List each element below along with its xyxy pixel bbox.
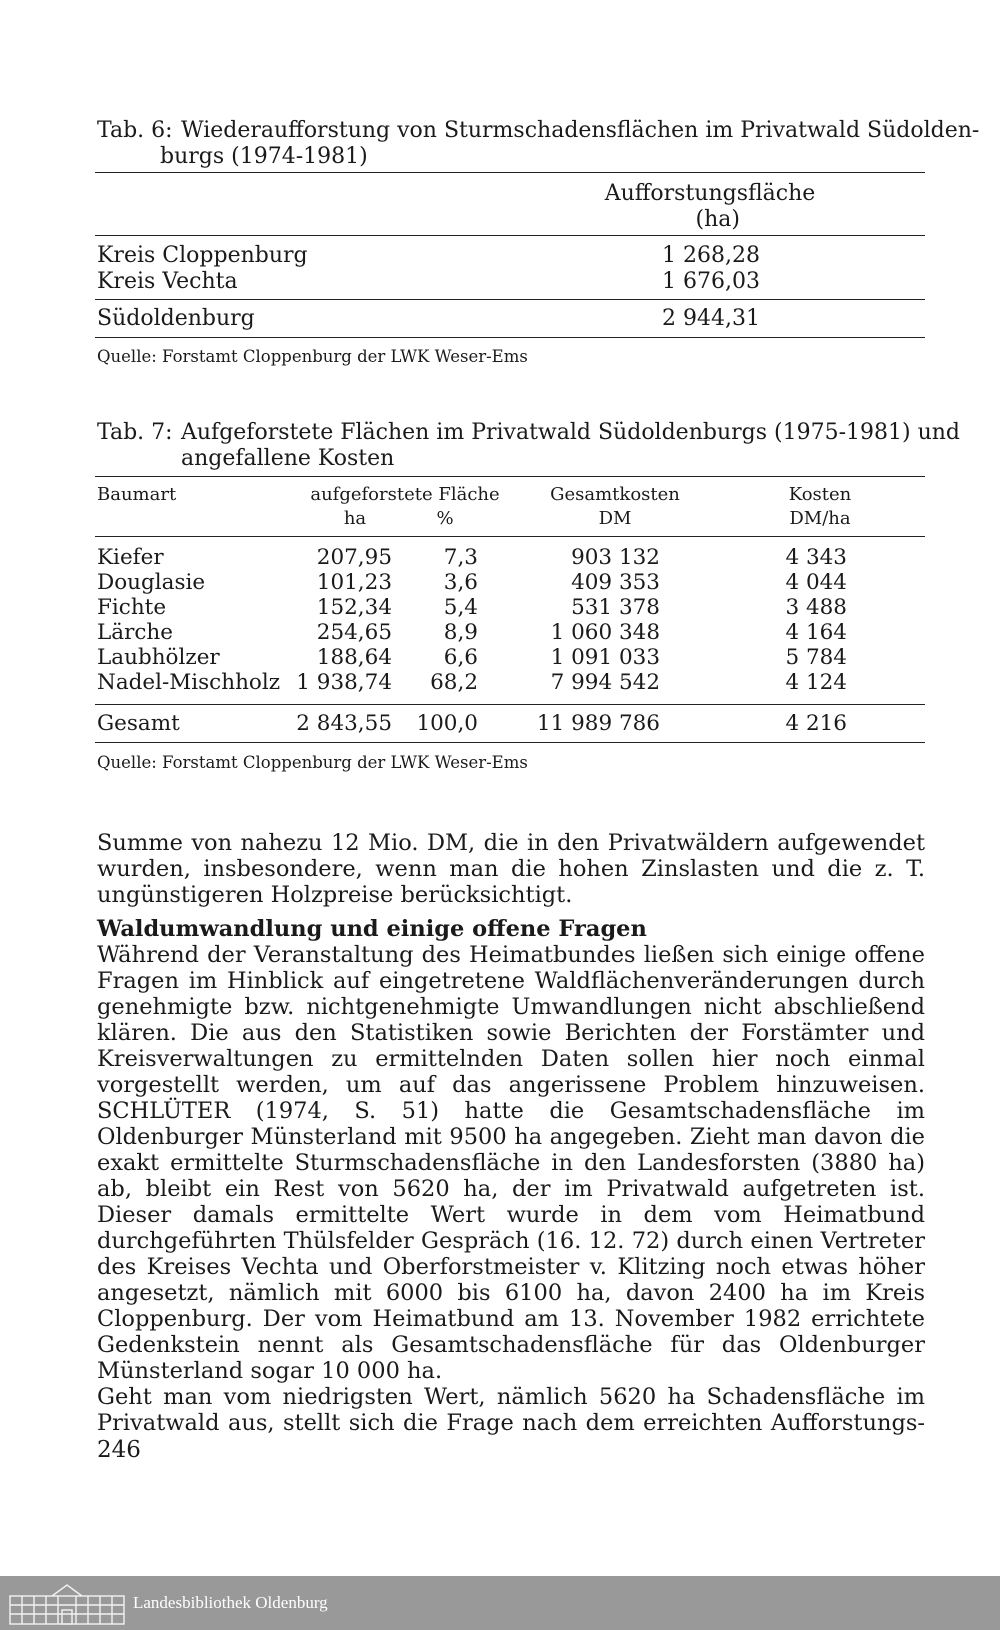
tab7-label: Tab. 7:	[97, 420, 173, 445]
tab6-total-rule	[95, 299, 925, 300]
tab7-header-dmha: DM/ha	[789, 508, 851, 529]
tab7-header-baumart: Baumart	[97, 484, 177, 505]
tab7-header-gesamtkosten: Gesamtkosten	[550, 484, 680, 505]
tab7-source: Quelle: Forstamt Cloppenburg der LWK Weser-Ems	[97, 753, 528, 772]
library-name: Landesbibliothek Oldenburg	[133, 1593, 328, 1612]
tab7-cell-pct: 6,6	[443, 645, 478, 670]
tab7-cell-dmha: 5 784	[785, 645, 847, 670]
tab7-total-dmha: 4 216	[785, 711, 847, 736]
tab7-cell-ha: 152,34	[316, 595, 392, 620]
tab7-cell-dm: 7 994 542	[550, 670, 660, 695]
tab7-cell-dmha: 4 343	[785, 545, 847, 570]
tab6-title-line1: Wiederaufforstung von Sturmschadensflächen im Privatwald Südolden-	[181, 118, 980, 143]
tab7-cell-pct: 5,4	[443, 595, 478, 620]
tab6-total-name: Südoldenburg	[97, 306, 255, 331]
tab7-cell-baumart: Kiefer	[97, 545, 164, 570]
tab7-total-baumart: Gesamt	[97, 711, 180, 736]
tab7-header-kosten: Kosten	[788, 484, 852, 505]
tab7-cell-pct: 7,3	[443, 545, 478, 570]
tab7-total-rule	[95, 704, 925, 705]
tab7-cell-dmha: 3 488	[785, 595, 847, 620]
tab7-cell-dm: 903 132	[571, 545, 660, 570]
page-number: 246	[97, 1437, 141, 1463]
tab7-cell-dm: 1 091 033	[550, 645, 660, 670]
tab7-cell-ha: 101,23	[316, 570, 392, 595]
tab7-cell-dm: 531 378	[571, 595, 660, 620]
tab7-cell-baumart: Nadel-Mischholz	[97, 670, 281, 695]
body-text	[97, 830, 925, 1436]
tab7-total-row	[0, 711, 1000, 737]
paragraph: Summe von nahezu 12 Mio. DM, die in den Privatwäldern aufgewendet wurden, insbesondere, wenn man die hohen Zinslasten und die z. T. ungünstigeren Holzpreise berücksichtigt.	[97, 830, 925, 908]
tab7-header-rule	[95, 536, 925, 537]
tab6-total-value: 2 944,31	[662, 306, 760, 331]
table-row	[0, 645, 1000, 671]
tab6-col-header-1: Aufforstungsfläche	[604, 181, 816, 206]
tab6-top-rule	[95, 172, 925, 173]
tab6-title-line2: burgs (1974-1981)	[160, 144, 368, 169]
tab7-cell-baumart: Lärche	[97, 620, 173, 645]
tab7-top-rule	[95, 476, 925, 477]
table-row	[0, 670, 1000, 696]
tab7-cell-dmha: 4 124	[785, 670, 847, 695]
tab6-label: Tab. 6:	[97, 118, 173, 143]
table-row	[0, 620, 1000, 646]
library-building-icon	[8, 1582, 126, 1626]
tab7-total-dm: 11 989 786	[536, 711, 660, 736]
paragraph: Geht man vom niedrigsten Wert, nämlich 5620 ha Schadensfläche im Privatwald aus, stellt sich die Frage nach dem erreichten Aufforstungs-	[97, 1384, 925, 1436]
tab6-row-value: 1 268,28	[662, 243, 760, 268]
table-row	[0, 595, 1000, 621]
tab7-cell-pct: 8,9	[443, 620, 478, 645]
tab7-total-pct: 100,0	[416, 711, 478, 736]
tab6-row-name: Kreis Vechta	[97, 269, 238, 294]
tab7-total-ha: 2 843,55	[296, 711, 392, 736]
library-footer	[0, 1576, 1000, 1630]
paragraph: Während der Veranstaltung des Heimatbundes ließen sich einige offene Fragen im Hinblick auf eingetretene Waldflächenveränderungen durch genehmigte bzw. nichtgenehmigte Umwandlungen nicht abschließend klären. Die aus den Statistiken sowie Berichten der Forstämter und Kreisverwaltungen zu ermittelnden Daten sollen hier noch einmal vorgestellt werden, um auf das angerissene Problem hinzuweisen. SCHLÜTER (1974, S. 51) hatte die Gesamtschadensfläche im Oldenburger Münsterland mit 9500 ha angegeben. Zieht man davon die exakt ermittelte Sturmschadensfläche in den Landesforsten (3880 ha) ab, bleibt ein Rest von 5620 ha, der im Privatwald aufgetreten ist. Dieser damals ermittelte Wert wurde in dem vom Heimatbund durchgeführten Thülsfelder Gespräch (16. 12. 72) durch einen Vertreter des Kreises Vechta und Oberforstmeister v. Klitzing noch etwas höher angesetzt, nämlich mit 6000 bis 6100 ha, davon 2400 ha im Kreis Cloppenburg. Der vom Heimatbund am 13. November 1982 errichtete Gedenkstein nennt als Gesamtschadensfläche für das Oldenburger Münsterland sogar 10 000 ha.	[97, 942, 925, 1384]
table-row	[0, 545, 1000, 571]
tab7-header-pct: %	[436, 508, 454, 529]
tab7-cell-baumart: Douglasie	[97, 570, 206, 595]
tab7-cell-ha: 1 938,74	[296, 670, 392, 695]
table-row	[0, 570, 1000, 596]
tab7-header-flaeche: aufgeforstete Fläche	[310, 484, 500, 505]
section-heading: Waldumwandlung und einige offene Fragen	[97, 916, 647, 942]
tab7-bottom-rule	[95, 742, 925, 743]
tab6-col-header-2: (ha)	[695, 207, 740, 232]
tab7-cell-pct: 3,6	[443, 570, 478, 595]
tab7-cell-ha: 254,65	[316, 620, 392, 645]
tab7-header-ha: ha	[343, 508, 367, 529]
tab6-row-name: Kreis Cloppenburg	[97, 243, 308, 268]
tab7-cell-dmha: 4 164	[785, 620, 847, 645]
tab6-source: Quelle: Forstamt Cloppenburg der LWK Weser-Ems	[97, 347, 528, 366]
tab7-header-dm: DM	[598, 508, 632, 529]
tab7-cell-ha: 188,64	[316, 645, 392, 670]
tab6-bottom-rule	[95, 337, 925, 338]
tab7-cell-baumart: Fichte	[97, 595, 167, 620]
tab6-header-rule	[95, 235, 925, 236]
tab7-cell-pct: 68,2	[430, 670, 478, 695]
tab7-cell-dm: 409 353	[571, 570, 660, 595]
tab7-cell-ha: 207,95	[316, 545, 392, 570]
tab7-cell-baumart: Laubhölzer	[97, 645, 220, 670]
tab6-row-value: 1 676,03	[662, 269, 760, 294]
tab7-title-line1: Aufgeforstete Flächen im Privatwald Südoldenburgs (1975-1981) und	[181, 420, 960, 445]
tab7-title-line2: angefallene Kosten	[181, 446, 395, 471]
tab7-cell-dmha: 4 044	[785, 570, 847, 595]
tab7-cell-dm: 1 060 348	[550, 620, 660, 645]
